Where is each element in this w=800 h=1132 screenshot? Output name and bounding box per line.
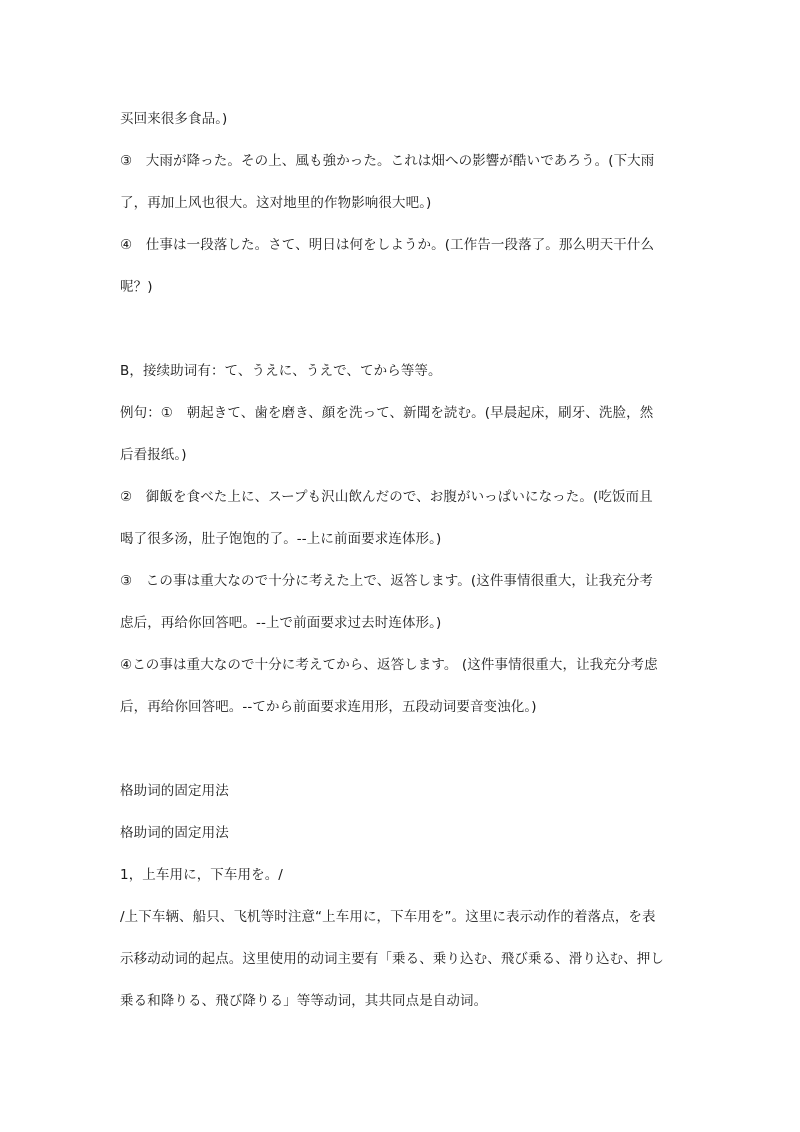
text-line-6: B，接续助词有：て、うえに、うえで、てから等等。 [120, 363, 442, 379]
text-line-9: ② 御飯を食べた上に、スープも沢山飲んだので、お腹がいっぱいになった。(吃饭而且 [120, 489, 653, 505]
text-line-14: 后，再给你回答吧。--てから前面要求连用形，五段动词要音变浊化。) [120, 699, 537, 715]
text-line-11: ③ この事は重大なので十分に考えた上で、返答します。(这件事情很重大，让我充分考 [120, 573, 654, 589]
text-line-13: ④この事は重大なので十分に考えてから、返答します。 (这件事情很重大，让我充分考虑 [120, 657, 658, 673]
text-line-19: 示移动动词的起点。这里使用的动词主要有「乗る、乗り込む、飛び乗る、滑り込む、押し [120, 951, 664, 967]
text-line-1: 买回来很多食品。) [120, 111, 228, 127]
text-line-5: 呢？) [120, 279, 153, 295]
text-line-18: /上下车辆、船只、飞机等时注意“上车用に，下车用を”。这里に表示动作的着落点，を表 [120, 909, 656, 925]
text-line-10: 喝了很多汤，肚子饱饱的了。--上に前面要求连体形。) [120, 531, 442, 547]
text-line-4: ④ 仕事は一段落した。さて、明日は何をしようか。(工作告一段落了。那么明天干什么 [120, 237, 655, 253]
text-line-12: 虑后，再给你回答吧。--上で前面要求过去时连体形。) [120, 615, 442, 631]
text-line-2: ③ 大雨が降った。その上、風も強かった。これは畑への影響が酷いであろう。(下大雨 [120, 153, 655, 169]
text-line-3: 了，再加上风也很大。这对地里的作物影响很大吧。) [120, 195, 432, 211]
text-line-7: 例句：① 朝起きて、歯を磨き、顔を洗って、新聞を読む。(早晨起床，刷牙、洗脸，然 [120, 405, 654, 421]
section-heading-1: 格助词的固定用法 [120, 783, 229, 799]
text-line-20: 乗る和降りる、飛び降りる」等等动词，其共同点是自动词。 [120, 993, 488, 1009]
section-heading-2: 格助词的固定用法 [120, 825, 229, 841]
text-line-8: 后看报纸。) [120, 447, 187, 463]
text-line-17: 1，上车用に，下车用を。/ [120, 867, 283, 883]
